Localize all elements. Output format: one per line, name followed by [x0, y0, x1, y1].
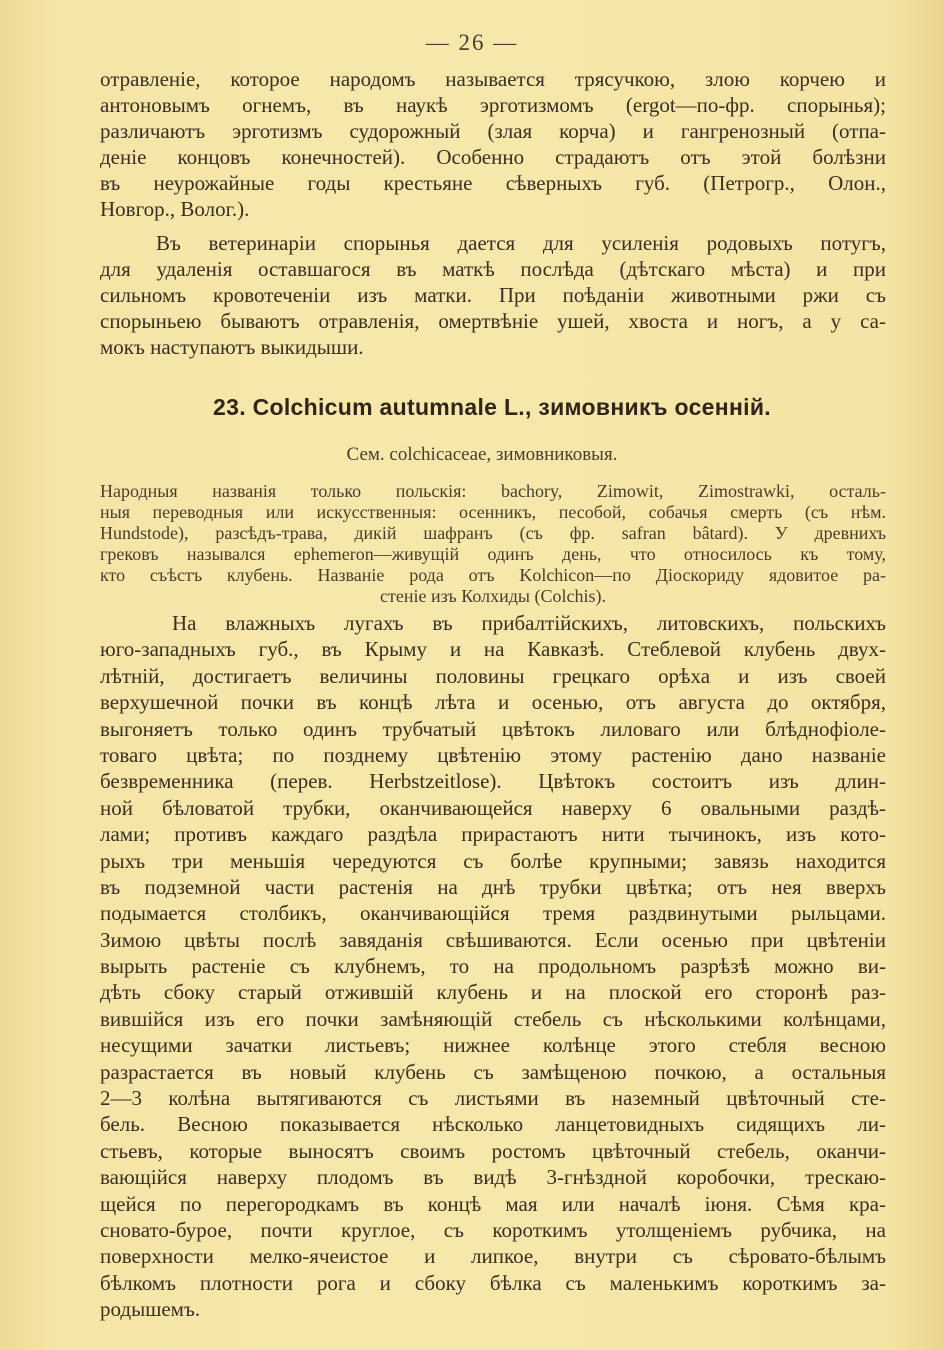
text-line: безвременника (перев. Herbstzeitlose). Цвѣтокъ состоитъ изъ длин- [100, 769, 886, 794]
text-line: юго-западныхъ губ., въ Крыму и на Кавказѣ. Стеблевой клубень двух- [100, 637, 886, 662]
text-line: родышемъ. [100, 1297, 201, 1322]
text-line: различаютъ эрготизмъ судорожный (злая корча) и гангренозный (отпа- [100, 119, 886, 143]
text-line: деніе концовъ конечностей). Особенно страдаютъ отъ этой болѣзни [100, 145, 886, 169]
text-line: ныя переводныя или искусственныя: осенникъ, песобой, собачья смерть (съ нѣм. [100, 502, 886, 522]
text-line: стеніе изъ Колхиды (Colchis). [380, 586, 606, 606]
text-line: для удаленія оставшагося въ маткѣ послѣда (дѣтскаго мѣста) и при [100, 257, 886, 281]
text-line: стьевъ, которые выносятъ своимъ ростомъ цвѣточный стебель, оканчи- [100, 1138, 886, 1163]
text-line: вырыть растеніе съ клубнемъ, то на продольномъ разрѣзѣ можно ви- [100, 954, 886, 979]
text-line: лами; противъ каждаго раздѣла прирастаютъ нити тычинокъ, изъ кото- [100, 822, 886, 847]
text-line: Народныя названія только польскія: bachory, Zimowit, Zimostrawki, осталь- [100, 481, 886, 501]
text-line: сильномъ кровотеченіи изъ матки. При поѣданіи животными ржи съ [100, 283, 886, 307]
text-line: разрастается въ новый клубень съ замѣщеною почкою, а остальныя [100, 1059, 886, 1084]
text-line: лѣтній, достигаетъ величины половины грецкаго орѣха и изъ своей [100, 663, 886, 688]
text-line: кто съѣстъ клубень. Названіе рода отъ Kolchicon—по Діоскориду ядовитое ра- [100, 565, 886, 585]
text-line: въ подземной части растенія на днѣ трубки цвѣтка; отъ нея вверхъ [100, 874, 886, 899]
text-line: рыхъ три меньшія чередуются съ болѣе крупными; завязь находится [100, 848, 886, 873]
text-line: бель. Весною показывается нѣсколько ланцетовидныхъ сидящихъ ли- [100, 1112, 886, 1137]
family-subtitle: Сем. colchicaceae, зимовниковыя. [346, 444, 618, 465]
text-line: щейся по перегородкамъ въ концѣ мая или началѣ іюня. Сѣмя кра- [100, 1191, 886, 1216]
text-line: Hundstode), разсѣдъ-трава, дикій шафранъ (съ фр. safran bâtard). У древнихъ [100, 523, 886, 543]
text-line: мокъ наступаютъ выкидыши. [100, 335, 364, 359]
text-line: антоновымъ огнемъ, въ наукѣ эрготизмомъ (ergot—по-фр. спорынья); [100, 93, 886, 117]
text-line: въ неурожайные годы крестьяне сѣверныхъ губ. (Петрогр., Олон., [100, 171, 886, 195]
text-line: Новгор., Волог.). [100, 197, 250, 221]
text-line: вившійся изъ его почки замѣняющій стебель съ нѣсколькими колѣнцами, [100, 1006, 886, 1031]
text-line: подымается столбикъ, оканчивающійся тремя раздвинутыми рыльцами. [100, 901, 886, 926]
description-paragraph [100, 610, 886, 1323]
text-line: Зимою цвѣты послѣ завяданія свѣшиваются. Если осенью при цвѣтеніи [100, 927, 886, 952]
text-line: выгоняетъ только одинъ трубчатый цвѣтокъ лиловаго или блѣднофіоле- [100, 716, 886, 741]
text-line: верхушечной почки въ концѣ лѣта и осенью, отъ августа до октября, [100, 690, 886, 715]
text-line: отравленіе, которое народомъ называется трясучкою, злою корчею и [100, 67, 886, 91]
text-line: 2—3 колѣна вытягиваются съ листьями въ наземный цвѣточный сте- [100, 1086, 886, 1111]
text-line: дѣть сбоку старый отжившій клубень и на плоской его сторонѣ раз- [100, 980, 886, 1005]
veterinary-paragraph [100, 230, 886, 360]
text-line: товаго цвѣта; по позднему цвѣтенію этому растенію дано названіе [100, 742, 886, 767]
text-line: вающійся наверху плодомъ въ видѣ 3-гнѣздной коробочки, трескаю- [100, 1165, 886, 1190]
text-line: На влажныхъ лугахъ въ прибалтійскихъ, литовскихъ, польскихъ [172, 611, 886, 635]
page-number: — 26 — [425, 30, 519, 55]
text-line: ной бѣловатой трубки, оканчивающейся наверху 6 овальными раздѣ- [100, 795, 886, 820]
text-line: несущими зачатки листьевъ; нижнее колѣнце этого стебля весною [100, 1033, 886, 1058]
text-line: поверхности мелко-ячеистое и липкое, внутри съ сѣровато-бѣлымъ [100, 1244, 886, 1269]
text-line: Въ ветеринаріи спорынья дается для усиленія родовыхъ потугъ, [156, 231, 886, 255]
folk-names-paragraph [100, 481, 886, 607]
intro-paragraph [100, 66, 886, 222]
text-line: спорыньею бываютъ отравленія, омертвѣніе ушей, хвоста и ногъ, а у са- [100, 309, 886, 333]
section-title: 23. Colchicum autumnale L., зимовникъ осенній. [213, 394, 771, 420]
text-line: сновато-бурое, почти круглое, съ короткимъ утолщеніемъ рубчика, на [100, 1217, 886, 1242]
text-line: грековъ назывался ephemeron—живущій одинъ день, что относилось къ тому, [100, 544, 886, 564]
text-line: бѣлкомъ плотности рога и сбоку бѣлка съ маленькимъ короткимъ за- [100, 1270, 886, 1295]
